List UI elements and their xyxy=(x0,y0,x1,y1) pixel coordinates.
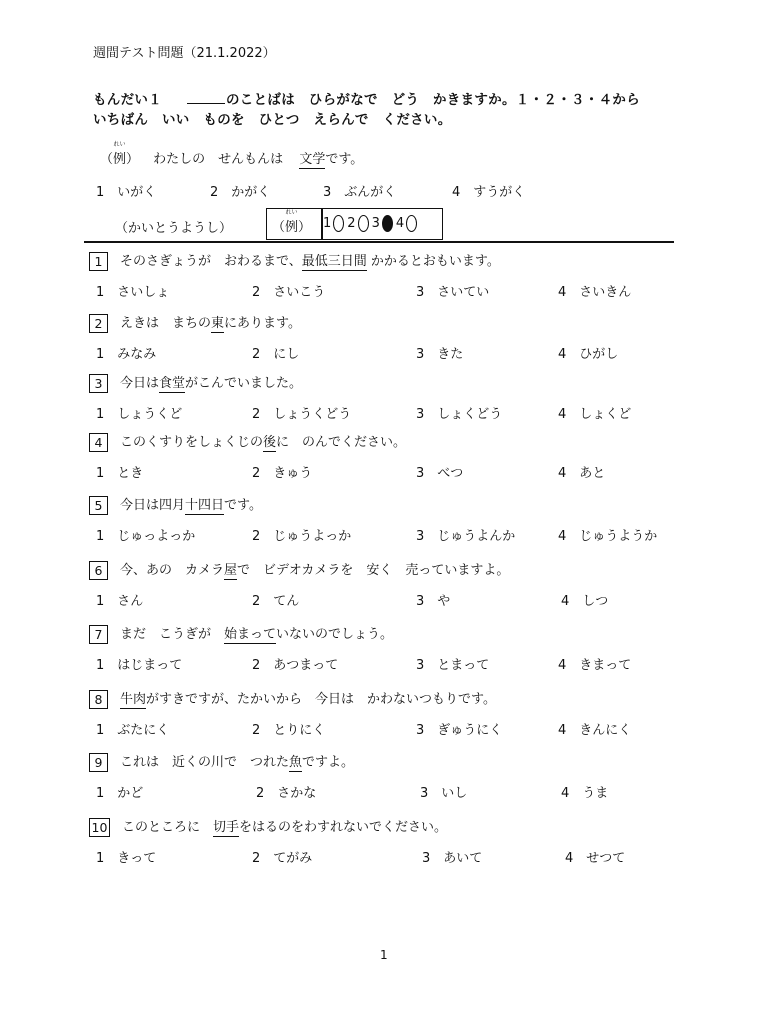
question-1 xyxy=(89,250,500,271)
option-1: 1 みなみ xyxy=(96,347,157,362)
option-4: 4 じゅうようか xyxy=(558,529,658,544)
option-2: 2 にし xyxy=(252,347,300,362)
question-text-before: このくすりをしょくじの xyxy=(120,435,264,450)
question-text-before: えきは まちの xyxy=(120,316,212,331)
question-underlined-word: 切手 xyxy=(213,820,240,835)
instruction-line-2: いちばん いい ものを ひとつ えらんで ください。 xyxy=(93,112,452,128)
question-text-after: いないのでしょう。 xyxy=(276,627,394,642)
question-6 xyxy=(89,559,509,580)
example-furigana: れい xyxy=(113,141,126,148)
question-10 xyxy=(89,816,447,837)
option-3: 3 さいてい xyxy=(416,285,490,300)
option-1: 1 きって xyxy=(96,851,157,866)
question-text-after: にあります。 xyxy=(224,316,301,331)
option-1: 1 かど xyxy=(96,786,144,801)
answer-furigana: れい xyxy=(285,209,298,216)
example-before: わたしの せんもんは xyxy=(153,152,284,167)
question-text-after: がこんでいました。 xyxy=(185,376,303,391)
option-2: 2 てん xyxy=(252,594,300,609)
example-sentence xyxy=(100,141,364,167)
option-2: 2 さいこう xyxy=(252,285,326,300)
option-2: 2 しょうくどう xyxy=(252,407,352,422)
question-number-box: 8 xyxy=(89,690,108,709)
page-number: 1 xyxy=(380,948,388,962)
option-4: 4 うま xyxy=(561,786,609,801)
option-2: 2 てがみ xyxy=(252,851,313,866)
question-text-after: で ビデオカメラを 安く 売っていますよ。 xyxy=(237,563,510,578)
question-underlined-word: 東 xyxy=(211,316,225,331)
question-text-before: これは 近くの川で つれた xyxy=(120,755,290,770)
option-1: 1 しょうくど xyxy=(96,407,183,422)
bubble-label-2: 2 xyxy=(347,216,356,231)
question-number-box: 2 xyxy=(89,314,108,333)
question-number-box: 9 xyxy=(89,753,108,772)
example-option-1: 1 いがく xyxy=(96,185,157,200)
example-underlined: 文学 xyxy=(299,152,326,167)
option-2: 2 きゅう xyxy=(252,466,313,481)
question-underlined-word: 十四日 xyxy=(185,498,225,513)
question-number-box: 5 xyxy=(89,496,108,515)
example-label-text: （例） xyxy=(100,152,140,167)
instruction-label: もんだい１ xyxy=(93,92,162,108)
section-divider xyxy=(84,241,674,243)
question-number-box: 10 xyxy=(89,818,110,837)
option-1: 1 さいしょ xyxy=(96,285,170,300)
answer-sheet-label: （かいとうようし） xyxy=(115,221,233,236)
question-underlined-word: 食堂 xyxy=(159,376,186,391)
document-title: 週間テスト問題（21.1.2022） xyxy=(93,46,276,61)
option-3: 3 じゅうよんか xyxy=(416,529,516,544)
question-number-box: 4 xyxy=(89,433,108,452)
answer-bubble-3[interactable] xyxy=(382,215,393,232)
instruction-text: のことばは ひらがなで どう かきますか。１・２・３・４から xyxy=(226,92,640,108)
example-label xyxy=(100,141,140,167)
option-4: 4 しつ xyxy=(561,594,609,609)
option-3: 3 や xyxy=(416,594,451,609)
question-underlined-word: 最低三日間 xyxy=(301,254,367,269)
question-5 xyxy=(89,494,262,515)
option-3: 3 ぎゅうにく xyxy=(416,723,503,738)
option-4: 4 せつて xyxy=(565,851,626,866)
question-text-after: をはるのをわすれないでください。 xyxy=(239,820,448,835)
bubble-label-1: 1 xyxy=(323,216,332,231)
answer-sheet-example xyxy=(272,209,312,235)
question-text-after: に のんでください。 xyxy=(276,435,407,450)
question-text-before: 今、あの カメラ xyxy=(120,563,225,578)
example-option-3: 3 ぶんがく xyxy=(323,185,397,200)
answer-bubbles xyxy=(323,215,420,232)
example-option-2: 2 かがく xyxy=(210,185,271,200)
option-1: 1 ぶたにく xyxy=(96,723,170,738)
option-4: 4 ひがし xyxy=(558,347,619,362)
question-7 xyxy=(89,623,393,644)
option-4: 4 さいきん xyxy=(558,285,632,300)
question-text-before: 今日は xyxy=(120,376,160,391)
answer-label-text: （例） xyxy=(272,220,312,235)
blank-underline xyxy=(187,91,225,104)
answer-bubble-2[interactable] xyxy=(358,215,369,232)
question-text-before: まだ こうぎが xyxy=(120,627,225,642)
question-underlined-word: 後 xyxy=(263,435,277,450)
question-text-after: がすきですが、たかいから 今日は かわないつもりです。 xyxy=(146,692,496,707)
bubble-label-3: 3 xyxy=(371,216,380,231)
option-3: 3 あいて xyxy=(422,851,483,866)
option-3: 3 いし xyxy=(420,786,468,801)
question-4 xyxy=(89,431,406,452)
option-4: 4 しょくど xyxy=(558,407,632,422)
answer-bubble-1[interactable] xyxy=(333,215,344,232)
question-text-after: ですよ。 xyxy=(302,755,355,770)
question-2 xyxy=(89,312,301,333)
option-3: 3 べつ xyxy=(416,466,464,481)
question-number-box: 6 xyxy=(89,561,108,580)
example-option-4: 4 すうがく xyxy=(452,185,526,200)
question-number-box: 7 xyxy=(89,625,108,644)
option-3: 3 とまって xyxy=(416,658,490,673)
option-3: 3 しょくどう xyxy=(416,407,503,422)
question-number-box: 1 xyxy=(89,252,108,271)
question-text-before: このところに xyxy=(122,820,214,835)
answer-example-label xyxy=(272,209,312,235)
question-text-before: そのさぎょうが おわるまで、 xyxy=(120,254,302,269)
option-2: 2 とりにく xyxy=(252,723,326,738)
option-4: 4 あと xyxy=(558,466,606,481)
option-4: 4 きんにく xyxy=(558,723,632,738)
option-4: 4 きまって xyxy=(558,658,632,673)
question-underlined-word: 牛肉 xyxy=(120,692,147,707)
option-2: 2 さかな xyxy=(256,786,317,801)
option-1: 1 じゅっよっか xyxy=(96,529,196,544)
example-after: です。 xyxy=(325,152,364,167)
question-text-after: です。 xyxy=(224,498,262,513)
question-8 xyxy=(89,688,496,709)
question-text-before: 今日は四月 xyxy=(120,498,186,513)
question-3 xyxy=(89,372,302,393)
question-number-box: 3 xyxy=(89,374,108,393)
option-2: 2 あつまって xyxy=(252,658,339,673)
option-1: 1 さん xyxy=(96,594,144,609)
question-underlined-word: 屋 xyxy=(224,563,238,578)
option-2: 2 じゅうよっか xyxy=(252,529,352,544)
question-9 xyxy=(89,751,354,772)
question-underlined-word: 魚 xyxy=(289,755,303,770)
option-1: 1 とき xyxy=(96,466,144,481)
bubble-label-4: 4 xyxy=(395,216,405,231)
option-3: 3 きた xyxy=(416,347,464,362)
answer-bubble-4[interactable] xyxy=(406,215,417,232)
question-text-after: かかるとおもいます。 xyxy=(366,254,500,269)
instruction-line-1 xyxy=(93,88,640,108)
option-1: 1 はじまって xyxy=(96,658,183,673)
question-underlined-word: 始まって xyxy=(224,627,277,642)
